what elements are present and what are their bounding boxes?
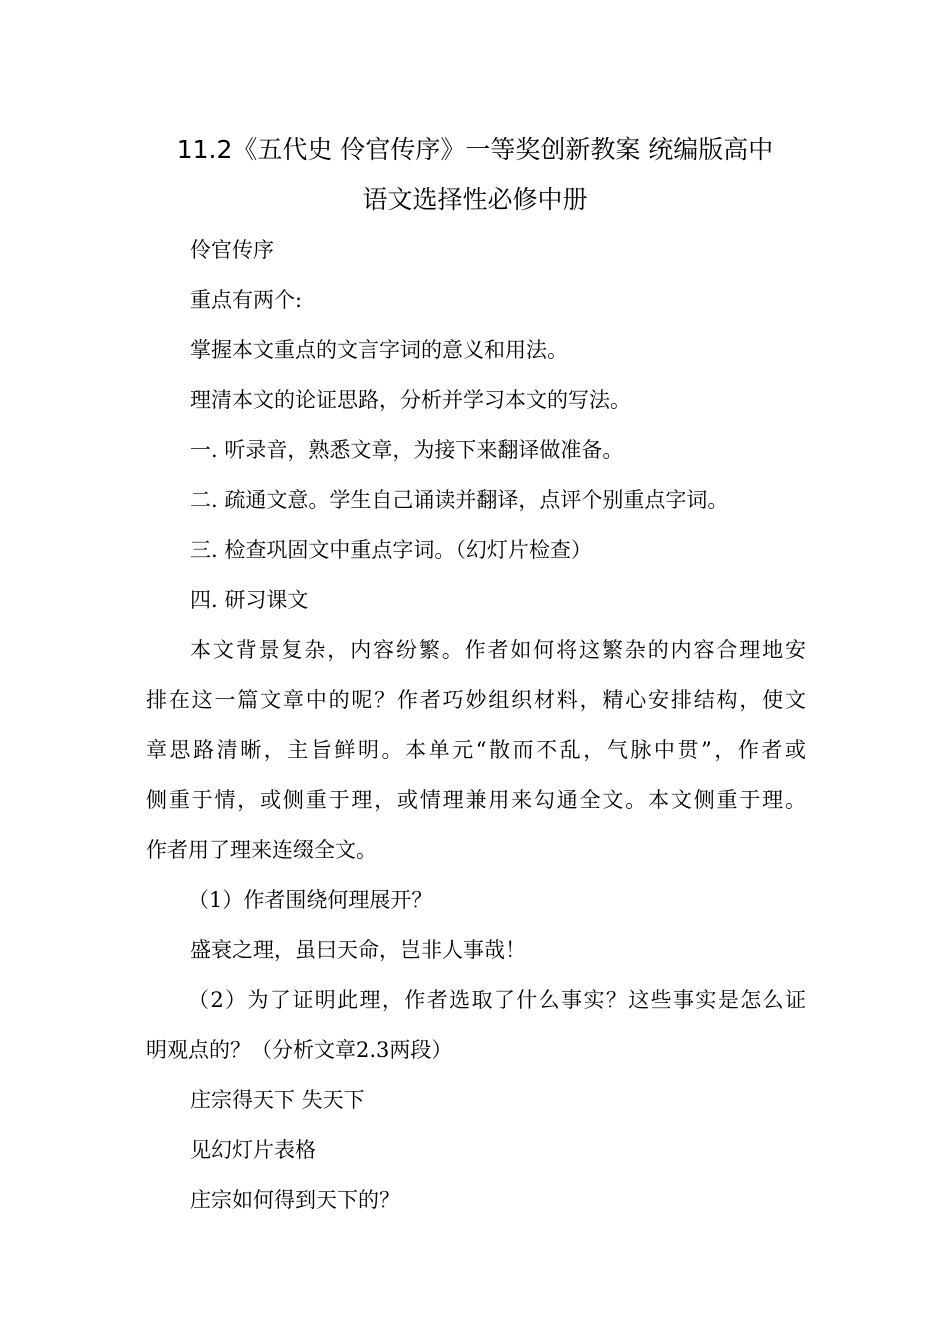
paragraph-goal-2: 理清本文的论证思路，分析并学习本文的写法。 xyxy=(190,388,631,412)
long-paragraph-line-1: 本文背景复杂，内容纷繁。作者如何将这繁杂的内容合理地安 xyxy=(190,638,806,662)
paragraph-heading: 伶官传序 xyxy=(190,238,274,262)
tail-line-2: 见幻灯片表格 xyxy=(190,1138,316,1162)
paragraph-step-1: 一. 听录音，熟悉文章，为接下来翻译做准备。 xyxy=(190,438,624,462)
document-title-line-2: 语文选择性必修中册 xyxy=(362,185,588,214)
paragraph-goal-1: 掌握本文重点的文言字词的意义和用法。 xyxy=(190,338,568,362)
long-paragraph-line-4: 侧重于情，或侧重于理，或情理兼用来勾通全文。本文侧重于理。 xyxy=(146,788,806,812)
tail-line-3: 庄宗如何得到天下的？ xyxy=(190,1188,400,1212)
document-title-line-1: 11.2《五代史 伶官传序》一等奖创新教案 统编版高中 xyxy=(176,135,774,164)
paragraph-step-3: 三. 检查巩固文中重点字词。（幻灯片检查） xyxy=(190,538,592,562)
question-1: （1）作者围绕何理展开？ xyxy=(188,888,433,912)
long-paragraph-line-2: 排在这一篇文章中的呢？作者巧妙组织材料，精心安排结构，使文 xyxy=(146,688,806,712)
paragraph-step-4: 四. 研习课文 xyxy=(190,588,309,612)
paragraph-step-2: 二. 疏通文意。学生自己诵读并翻译，点评个别重点字词。 xyxy=(190,488,729,512)
question-2-line-1: （2）为了证明此理，作者选取了什么事实？这些事实是怎么证 xyxy=(188,988,806,1012)
question-2-line-2: 明观点的？（分析文章2.3两段） xyxy=(146,1038,453,1062)
long-paragraph-line-3: 章思路清晰，主旨鲜明。本单元“散而不乱，气脉中贯”，作者或 xyxy=(146,738,806,762)
answer-1: 盛衰之理，虽曰天命，岂非人事哉！ xyxy=(190,938,526,962)
paragraph-key-points: 重点有两个: xyxy=(190,288,303,312)
long-paragraph-line-5: 作者用了理来连缀全文。 xyxy=(146,838,377,862)
tail-line-1: 庄宗得天下 失天下 xyxy=(190,1088,365,1112)
